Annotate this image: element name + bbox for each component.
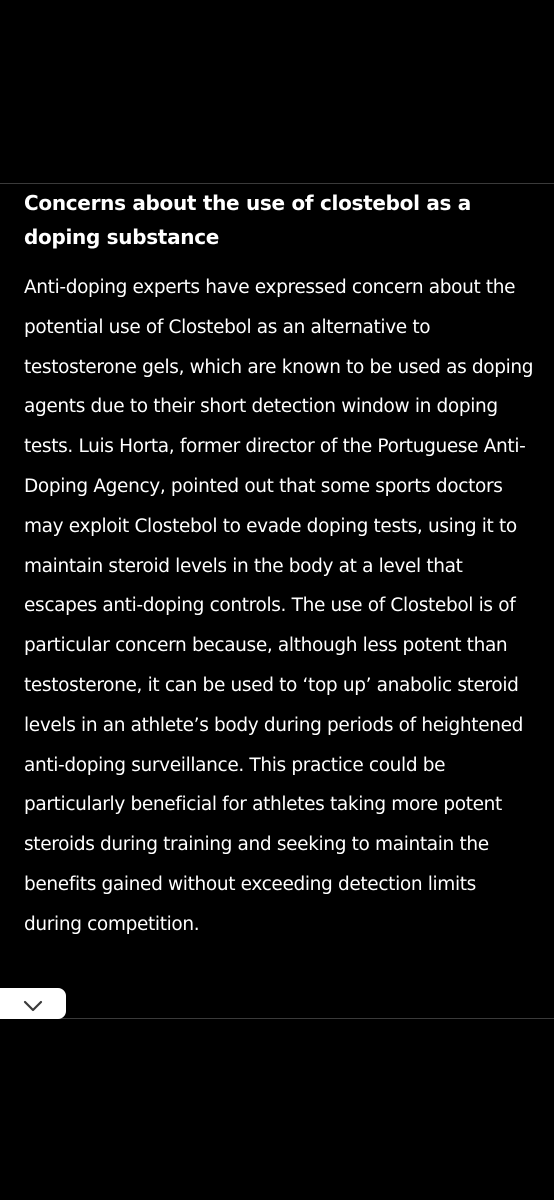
- article-paragraph: Anti-doping experts have expressed concern about the potential use of Clostebol as an alternative to testosterone gels, which are known to be used as doping agents due to their short detection window in doping tests. Luis Horta, former director of the Portuguese Anti-Doping Agency, pointed out that some sports doctors may exploit Clostebol to evade doping tests, using it to maintain steroid levels in the body at a level that escapes anti-doping controls. The use of Clostebol is of particular concern because, although less potent than testosterone, it can be used to ‘top up’ anabolic steroid levels in an athlete’s body during periods of heightened anti-doping surveillance. This practice could be particularly beneficial for athletes taking more potent steroids during training and seeking to maintain the benefits gained without exceeding detection limits during competition.: [24, 277, 534, 935]
- section-heading: Concerns about the use of clostebol as a doping substance: [24, 191, 471, 249]
- chevron-down-icon: [23, 1000, 43, 1012]
- collapse-toggle-button[interactable]: [0, 988, 66, 1019]
- article-section: [0, 183, 554, 1019]
